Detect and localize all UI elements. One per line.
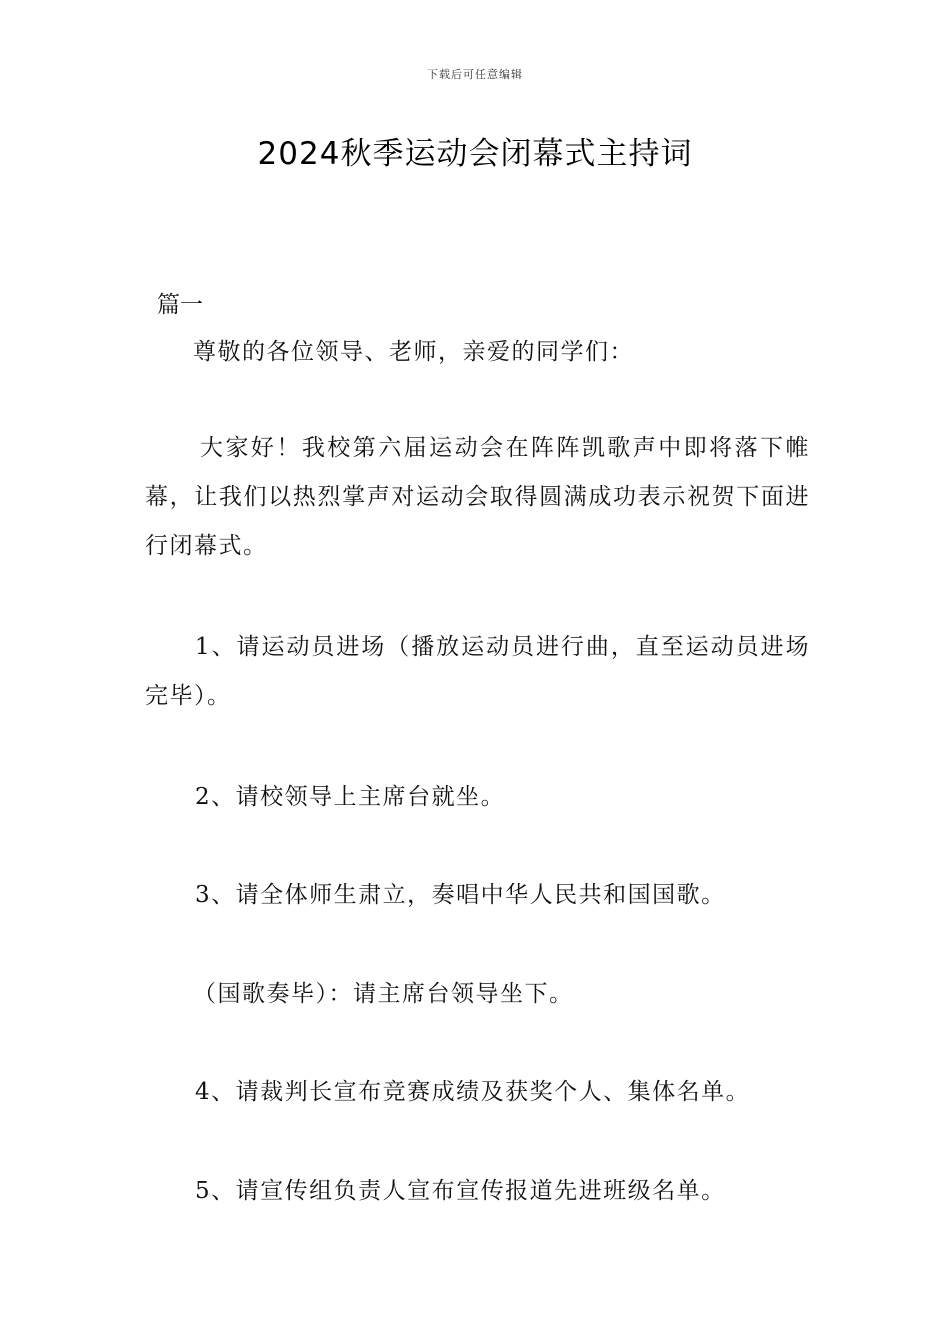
agenda-item-3: 3、请全体师生肃立，奏唱中华人民共和国国歌。 — [195, 882, 726, 908]
greeting-paragraph: 尊敬的各位领导、老师，亲爱的同学们： — [193, 339, 634, 365]
agenda-item-4: 4、请裁判长宣布竞赛成绩及获奖个人、集体名单。 — [195, 1079, 751, 1105]
agenda-item-1: 1、请运动员进场（播放运动员进行曲，直至运动员进场完毕）。 — [145, 634, 810, 709]
header-note: 下载后可任意编辑 — [427, 68, 523, 81]
opening-paragraph: 大家好！我校第六届运动会在阵阵凯歌声中即将落下帷幕，让我们以热烈掌声对运动会取得圆满成功表示祝贺下面进行闭幕式。 — [145, 435, 810, 559]
document-title: 2024秋季运动会闭幕式主持词 — [257, 136, 693, 172]
section-label: 篇一 — [157, 292, 203, 318]
agenda-item-2: 2、请校领导上主席台就坐。 — [195, 784, 506, 810]
anthem-note: （国歌奏毕）：请主席台领导坐下。 — [193, 981, 574, 1007]
agenda-item-5: 5、请宣传组负责人宣布宣传报道先进班级名单。 — [195, 1178, 726, 1204]
